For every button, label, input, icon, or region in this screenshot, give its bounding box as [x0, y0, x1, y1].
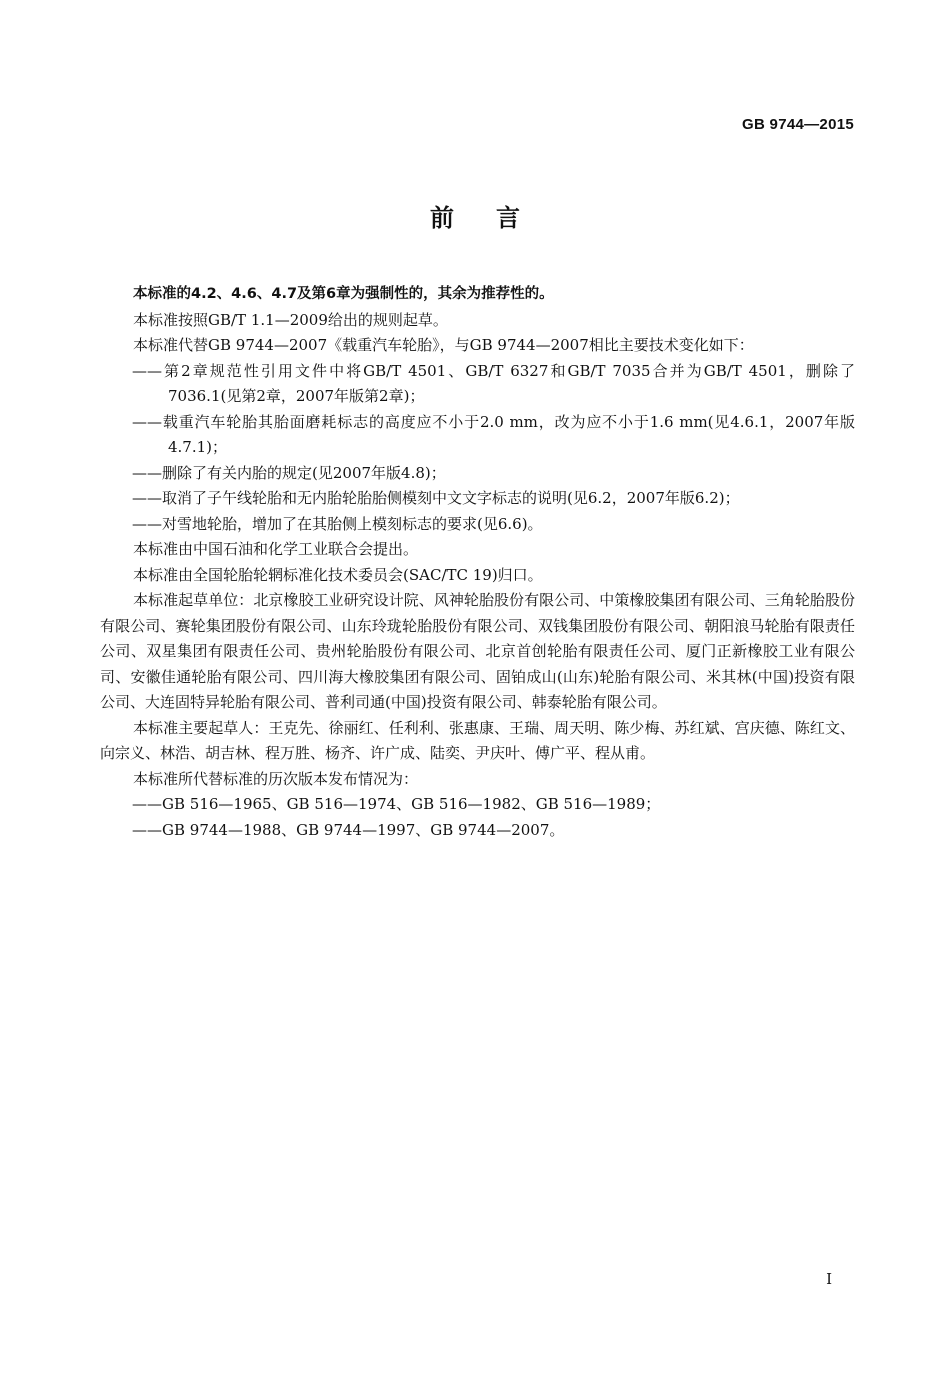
document-body	[100, 282, 855, 843]
replacement-paragraph: 本标准代替GB 9744—2007《载重汽车轮胎》，与GB 9744—2007相比主要技术变化如下：	[133, 336, 754, 354]
history-item: ——GB 516—1965、GB 516—1974、GB 516—1982、GB 516—1989；	[132, 795, 661, 813]
change-item: ——删除了有关内胎的规定(见2007年版4.8)；	[132, 463, 446, 482]
change-item: ——第2章规范性引用文件中将GB/T 4501、GB/T 6327和GB/T 7035合并为GB/T 4501，删除了7036.1(见第2章，2007年版第2章)；	[132, 361, 855, 405]
page-title: 前言	[430, 204, 562, 232]
proposer-paragraph: 本标准由中国石油和化学工业联合会提出。	[133, 540, 419, 558]
change-item: ——载重汽车轮胎其胎面磨耗标志的高度应不小于2.0 mm，改为应不小于1.6 mm(见4.6.1，2007年版4.7.1)；	[132, 412, 855, 456]
page-number: I	[826, 1270, 832, 1288]
standard-code: GB 9744—2015	[741, 116, 854, 133]
history-paragraph: 本标准所代替标准的历次版本发布情况为：	[133, 769, 419, 788]
drafting-units-paragraph: 本标准起草单位：北京橡胶工业研究设计院、风神轮胎股份有限公司、中策橡胶集团有限公司、三角轮胎股份有限公司、赛轮集团股份有限公司、山东玲珑轮胎股份有限公司、双钱集团股份有限公司、朝阳浪马轮胎有限责任公司、双星集团有限责任公司、贵州轮胎股份有限公司、北京首创轮胎有限责任公司、厦门正新橡胶工业有限公司、安徽佳通轮胎有限公司、四川海大橡胶集团有限公司、固铂成山(山东)轮胎有限公司、米其林(中国)投资有限公司、大连固特异轮胎有限公司、普利司通(中国)投资有限公司、韩泰轮胎有限公司。	[100, 591, 855, 711]
change-item: ——取消了子午线轮胎和无内胎轮胎胎侧模刻中文文字标志的说明(见6.2，2007年版6.2)；	[132, 489, 740, 507]
change-item: ——对雪地轮胎，增加了在其胎侧上模刻标志的要求(见6.6)。	[132, 514, 543, 533]
drafting-rules-paragraph: 本标准按照GB/T 1.1—2009给出的规则起草。	[133, 310, 448, 329]
drafters-paragraph: 本标准主要起草人：王克先、徐丽红、任利利、张惠康、王瑞、周天明、陈少梅、苏红斌、宫庆德、陈红文、向宗义、林浩、胡吉林、程万胜、杨齐、许广成、陆奕、尹庆叶、傅广平、程从甫。	[100, 718, 855, 762]
mandatory-statement: 本标准的4.2、4.6、4.7及第6章为强制性的，其余为推荐性的。	[133, 286, 554, 302]
committee-paragraph: 本标准由全国轮胎轮辋标准化技术委员会(SAC/TC 19)归口。	[133, 565, 543, 584]
history-item: ——GB 9744—1988、GB 9744—1997、GB 9744—2007。	[132, 820, 565, 839]
